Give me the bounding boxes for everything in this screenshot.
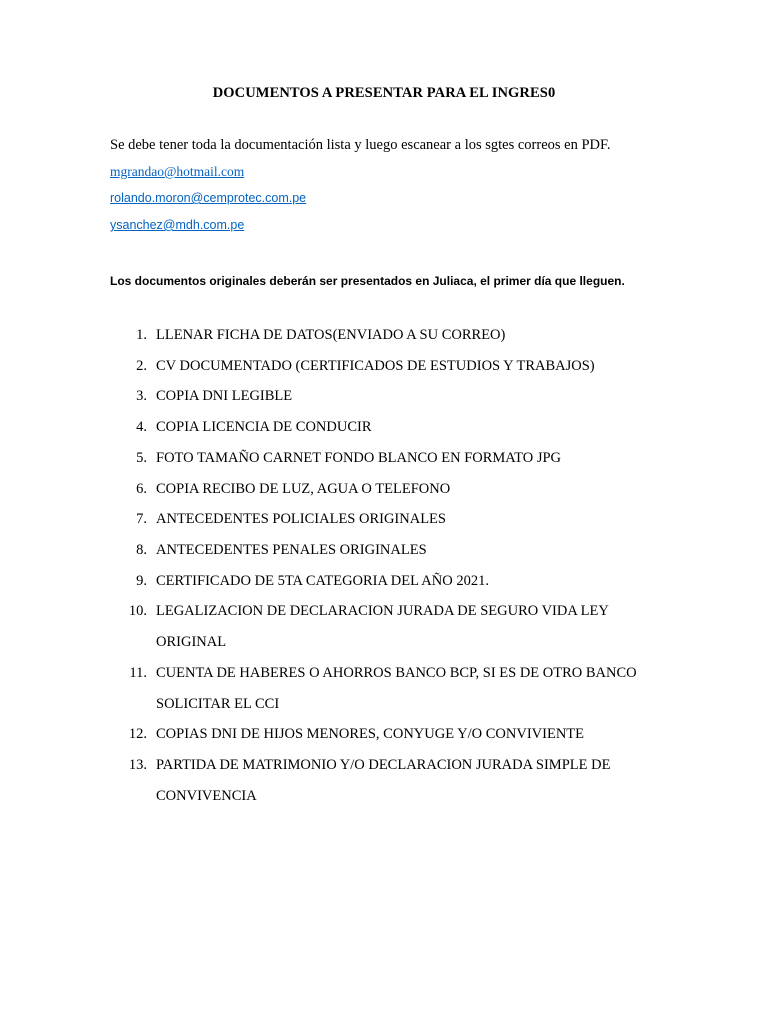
document-title: DOCUMENTOS A PRESENTAR PARA EL INGRES0 (212, 85, 556, 101)
list-item-text (156, 412, 656, 443)
list-item-line: ANTECEDENTES PENALES ORIGINALES (156, 541, 427, 558)
list-item-line: FOTO TAMAÑO CARNET FONDO BLANCO EN FORMATO JPG (156, 449, 562, 466)
list-item-text (156, 504, 656, 535)
list-item-text (156, 719, 656, 750)
list-item-line: LEGALIZACION DE DECLARACION JURADA DE SEGURO VIDA LEY (156, 603, 609, 620)
list-item-text (156, 474, 656, 505)
list-item-line: COPIA DNI LEGIBLE (156, 388, 293, 405)
list-item-text (156, 535, 656, 566)
list-item-line: ANTECEDENTES POLICIALES ORIGINALES (156, 511, 446, 528)
intro-text: Se debe tener toda la documentación lista y luego escanear a los sgtes correos en PDF. (110, 137, 611, 153)
list-item-number: 4. (136, 419, 147, 436)
email-link-1[interactable]: mgrandao@hotmail.com (110, 164, 245, 179)
list-item-text (156, 320, 656, 351)
list-item-line: SOLICITAR EL CCI (156, 695, 280, 712)
list-item-text (156, 750, 656, 812)
list-item-number: 8. (136, 541, 147, 558)
list-item-number: 13. (128, 756, 147, 773)
list-item-line: COPIAS DNI DE HIJOS MENORES, CONYUGE Y/O CONVIVIENTE (156, 726, 585, 743)
list-item-text (156, 351, 656, 382)
list-item-line: LLENAR FICHA DE DATOS(ENVIADO A SU CORREO) (156, 327, 506, 343)
list-item-text (156, 381, 656, 412)
list-item-text (156, 443, 656, 474)
list-item-number: 1. (136, 327, 147, 343)
list-item-number: 9. (136, 572, 147, 589)
list-item-number: 11. (129, 664, 147, 681)
list-item-number: 6. (136, 480, 147, 497)
list-item-line: CV DOCUMENTADO (CERTIFICADOS DE ESTUDIOS Y TRABAJOS) (156, 357, 595, 374)
list-item-line: CERTIFICADO DE 5TA CATEGORIA DEL AÑO 2021. (156, 572, 489, 589)
list-item-text (156, 658, 656, 720)
list-item-text (156, 566, 656, 597)
list-item-text (156, 596, 656, 658)
notice-text: Los documentos originales deberán ser presentados en Juliaca, el primer día que lleguen. (110, 274, 625, 288)
list-item-line: PARTIDA DE MATRIMONIO Y/O DECLARACION JURADA SIMPLE DE (156, 756, 611, 773)
list-item-number: 2. (136, 357, 147, 374)
list-item-line: COPIA LICENCIA DE CONDUCIR (156, 419, 372, 436)
list-item-line: ORIGINAL (156, 634, 227, 651)
list-item-number: 10. (128, 603, 147, 620)
list-item-number: 12. (128, 726, 147, 743)
email-link-2[interactable]: rolando.moron@cemprotec.com.pe (110, 191, 307, 205)
list-item-number: 7. (136, 511, 147, 528)
list-item-line: CONVIVENCIA (156, 787, 257, 804)
list-item-line: COPIA RECIBO DE LUZ, AGUA O TELEFONO (156, 480, 451, 497)
list-item-number: 5. (136, 449, 147, 466)
list-item-line: CUENTA DE HABERES O AHORROS BANCO BCP, SI ES DE OTRO BANCO (156, 664, 637, 681)
email-link-3[interactable]: ysanchez@mdh.com.pe (110, 218, 245, 232)
list-item-number: 3. (136, 388, 147, 405)
